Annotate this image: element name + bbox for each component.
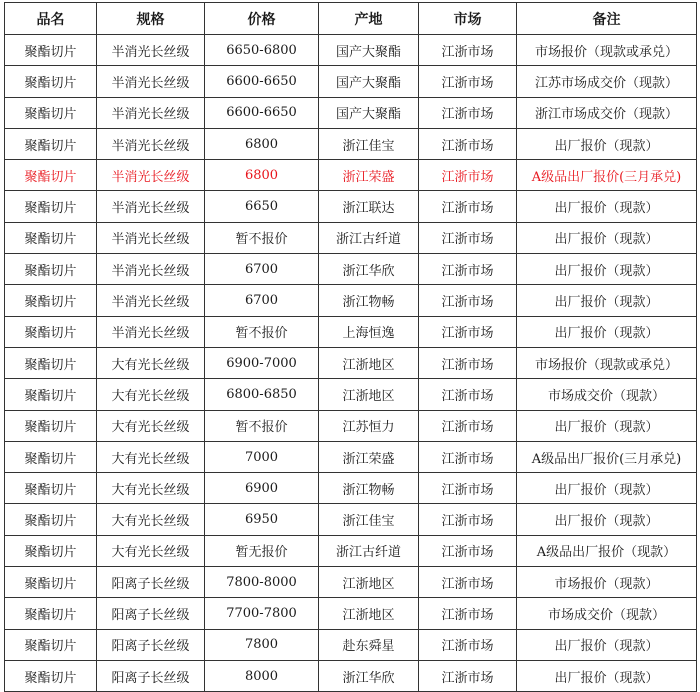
header-name: 品名 [5, 3, 97, 35]
header-origin: 产地 [319, 3, 419, 35]
cell-origin: 江浙地区 [319, 347, 419, 378]
header-price: 价格 [205, 3, 319, 35]
cell-note: 出厂报价（现款） [517, 629, 697, 660]
cell-price: 暂无报价 [205, 535, 319, 566]
table-body [5, 35, 697, 692]
cell-name: 聚酯切片 [5, 629, 97, 660]
cell-note: 市场报价（现款） [517, 567, 697, 598]
cell-origin: 江苏恒力 [319, 410, 419, 441]
cell-market: 江浙市场 [419, 598, 517, 629]
table-row [5, 629, 697, 660]
table-row [5, 160, 697, 191]
table-row [5, 567, 697, 598]
cell-spec: 半消光长丝级 [97, 97, 205, 128]
cell-name: 聚酯切片 [5, 473, 97, 504]
header-market: 市场 [419, 3, 517, 35]
cell-name: 聚酯切片 [5, 410, 97, 441]
cell-name: 聚酯切片 [5, 316, 97, 347]
table-row [5, 316, 697, 347]
cell-price: 8000 [205, 660, 319, 691]
cell-spec: 大有光长丝级 [97, 441, 205, 472]
cell-name: 聚酯切片 [5, 504, 97, 535]
cell-spec: 半消光长丝级 [97, 222, 205, 253]
header-row [5, 3, 697, 35]
cell-price: 6650-6800 [205, 35, 319, 66]
cell-spec: 阳离子长丝级 [97, 660, 205, 691]
cell-price: 暂不报价 [205, 222, 319, 253]
cell-market: 江浙市场 [419, 222, 517, 253]
cell-origin: 浙江佳宝 [319, 504, 419, 535]
cell-spec: 大有光长丝级 [97, 535, 205, 566]
cell-market: 江浙市场 [419, 441, 517, 472]
cell-note: 市场成交价（现款） [517, 598, 697, 629]
cell-market: 江浙市场 [419, 128, 517, 159]
table-header [5, 3, 697, 35]
table-row [5, 598, 697, 629]
cell-note: A级品出厂报价(三月承兑) [517, 160, 697, 191]
cell-name: 聚酯切片 [5, 254, 97, 285]
cell-origin: 浙江华欣 [319, 254, 419, 285]
cell-name: 聚酯切片 [5, 35, 97, 66]
cell-price: 6900-7000 [205, 347, 319, 378]
cell-origin: 上海恒逸 [319, 316, 419, 347]
table-row [5, 254, 697, 285]
cell-origin: 浙江华欣 [319, 660, 419, 691]
cell-spec: 阳离子长丝级 [97, 567, 205, 598]
table-row [5, 504, 697, 535]
cell-origin: 国产大聚酯 [319, 35, 419, 66]
table-row [5, 222, 697, 253]
cell-origin: 国产大聚酯 [319, 66, 419, 97]
cell-origin: 浙江佳宝 [319, 128, 419, 159]
cell-origin: 浙江古纤道 [319, 535, 419, 566]
cell-spec: 大有光长丝级 [97, 504, 205, 535]
cell-market: 江浙市场 [419, 35, 517, 66]
cell-name: 聚酯切片 [5, 660, 97, 691]
cell-name: 聚酯切片 [5, 97, 97, 128]
cell-market: 江浙市场 [419, 254, 517, 285]
cell-note: 出厂报价（现款） [517, 254, 697, 285]
cell-price: 6800-6850 [205, 379, 319, 410]
cell-price: 7800 [205, 629, 319, 660]
cell-origin: 江浙地区 [319, 567, 419, 598]
table-row [5, 410, 697, 441]
cell-note: 市场报价（现款或承兑） [517, 35, 697, 66]
cell-market: 江浙市场 [419, 629, 517, 660]
cell-name: 聚酯切片 [5, 535, 97, 566]
table-row [5, 35, 697, 66]
cell-origin: 赴东舜星 [319, 629, 419, 660]
table-row [5, 191, 697, 222]
cell-origin: 国产大聚酯 [319, 97, 419, 128]
cell-spec: 大有光长丝级 [97, 379, 205, 410]
table-row [5, 379, 697, 410]
cell-spec: 半消光长丝级 [97, 128, 205, 159]
cell-note: 出厂报价（现款） [517, 222, 697, 253]
header-spec: 规格 [97, 3, 205, 35]
cell-name: 聚酯切片 [5, 66, 97, 97]
header-note: 备注 [517, 3, 697, 35]
price-table [4, 2, 697, 692]
cell-origin: 浙江古纤道 [319, 222, 419, 253]
cell-spec: 半消光长丝级 [97, 285, 205, 316]
cell-name: 聚酯切片 [5, 285, 97, 316]
cell-name: 聚酯切片 [5, 222, 97, 253]
cell-market: 江浙市场 [419, 660, 517, 691]
cell-price: 6600-6650 [205, 66, 319, 97]
cell-name: 聚酯切片 [5, 347, 97, 378]
cell-price: 暂不报价 [205, 316, 319, 347]
cell-name: 聚酯切片 [5, 598, 97, 629]
cell-note: 出厂报价（现款） [517, 128, 697, 159]
cell-note: 出厂报价（现款） [517, 191, 697, 222]
cell-origin: 浙江物畅 [319, 285, 419, 316]
cell-origin: 浙江荣盛 [319, 441, 419, 472]
cell-name: 聚酯切片 [5, 160, 97, 191]
cell-note: 出厂报价（现款） [517, 660, 697, 691]
cell-spec: 半消光长丝级 [97, 254, 205, 285]
cell-note: 江苏市场成交价（现款） [517, 66, 697, 97]
cell-price: 6950 [205, 504, 319, 535]
cell-price: 6900 [205, 473, 319, 504]
cell-note: 出厂报价（现款） [517, 410, 697, 441]
cell-price: 6600-6650 [205, 97, 319, 128]
cell-market: 江浙市场 [419, 567, 517, 598]
cell-name: 聚酯切片 [5, 441, 97, 472]
cell-market: 江浙市场 [419, 97, 517, 128]
table-row [5, 97, 697, 128]
table-row [5, 535, 697, 566]
cell-name: 聚酯切片 [5, 128, 97, 159]
cell-market: 江浙市场 [419, 285, 517, 316]
cell-market: 江浙市场 [419, 535, 517, 566]
cell-market: 江浙市场 [419, 410, 517, 441]
cell-spec: 半消光长丝级 [97, 316, 205, 347]
cell-origin: 浙江联达 [319, 191, 419, 222]
cell-spec: 阳离子长丝级 [97, 598, 205, 629]
table-row [5, 441, 697, 472]
cell-note: 出厂报价（现款） [517, 316, 697, 347]
cell-spec: 大有光长丝级 [97, 410, 205, 441]
cell-note: 市场报价（现款或承兑） [517, 347, 697, 378]
cell-origin: 浙江荣盛 [319, 160, 419, 191]
cell-market: 江浙市场 [419, 191, 517, 222]
cell-origin: 江浙地区 [319, 379, 419, 410]
table-row [5, 285, 697, 316]
cell-price: 6650 [205, 191, 319, 222]
cell-market: 江浙市场 [419, 379, 517, 410]
cell-note: A级品出厂报价（现款） [517, 535, 697, 566]
cell-market: 江浙市场 [419, 66, 517, 97]
cell-price: 7700-7800 [205, 598, 319, 629]
cell-note: 浙江市场成交价（现款） [517, 97, 697, 128]
table-row [5, 66, 697, 97]
cell-spec: 半消光长丝级 [97, 191, 205, 222]
table-row [5, 128, 697, 159]
cell-note: A级品出厂报价(三月承兑) [517, 441, 697, 472]
table-row [5, 660, 697, 691]
cell-price: 7000 [205, 441, 319, 472]
cell-price: 6700 [205, 285, 319, 316]
cell-price: 7800-8000 [205, 567, 319, 598]
cell-origin: 浙江物畅 [319, 473, 419, 504]
cell-price: 6800 [205, 160, 319, 191]
cell-note: 市场成交价（现款） [517, 379, 697, 410]
cell-market: 江浙市场 [419, 347, 517, 378]
cell-market: 江浙市场 [419, 473, 517, 504]
cell-name: 聚酯切片 [5, 379, 97, 410]
cell-market: 江浙市场 [419, 160, 517, 191]
cell-note: 出厂报价（现款） [517, 285, 697, 316]
cell-spec: 阳离子长丝级 [97, 629, 205, 660]
cell-market: 江浙市场 [419, 316, 517, 347]
cell-origin: 江浙地区 [319, 598, 419, 629]
cell-name: 聚酯切片 [5, 191, 97, 222]
cell-market: 江浙市场 [419, 504, 517, 535]
cell-note: 出厂报价（现款） [517, 473, 697, 504]
cell-price: 暂不报价 [205, 410, 319, 441]
cell-spec: 大有光长丝级 [97, 473, 205, 504]
cell-spec: 大有光长丝级 [97, 347, 205, 378]
cell-spec: 半消光长丝级 [97, 66, 205, 97]
cell-price: 6700 [205, 254, 319, 285]
cell-spec: 半消光长丝级 [97, 35, 205, 66]
cell-price: 6800 [205, 128, 319, 159]
table-row [5, 347, 697, 378]
cell-name: 聚酯切片 [5, 567, 97, 598]
cell-note: 出厂报价（现款） [517, 504, 697, 535]
table-row [5, 473, 697, 504]
cell-spec: 半消光长丝级 [97, 160, 205, 191]
